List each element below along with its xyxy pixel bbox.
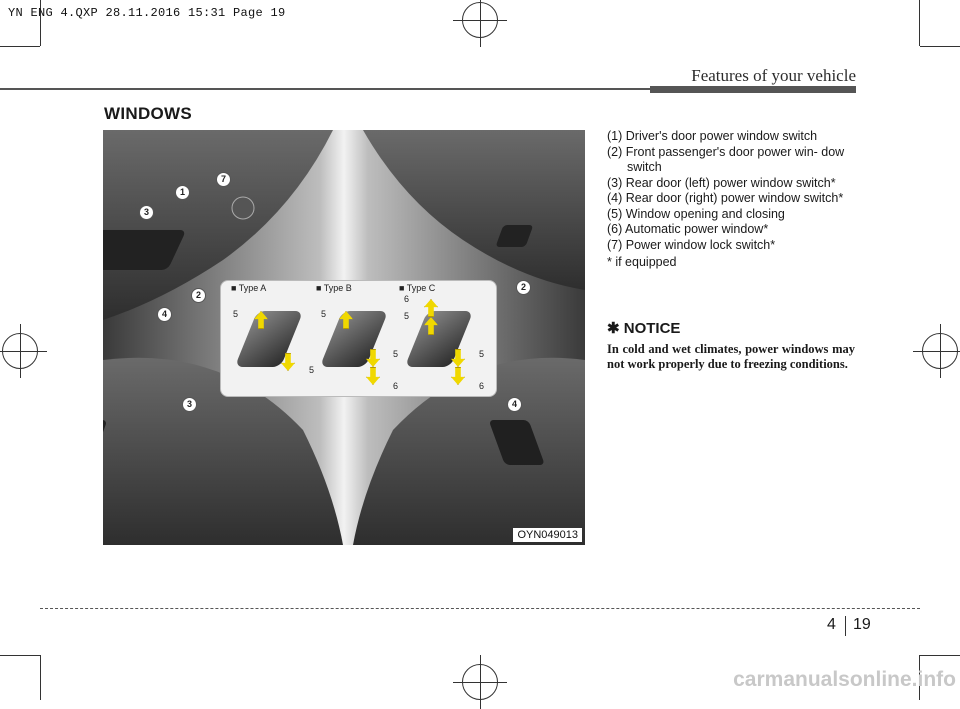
type-comparison-panel — [220, 280, 497, 397]
crop-mark — [40, 655, 41, 700]
type-c-switch — [405, 311, 474, 367]
type-b-number: 6 — [393, 381, 399, 391]
list-item: (5) Window opening and closing — [607, 206, 785, 221]
down-arrow-icon — [366, 367, 380, 385]
type-a-label: ■ Type A — [231, 283, 267, 293]
callout-3: 3 — [139, 205, 154, 220]
print-slug: YN ENG 4.QXP 28.11.2016 15:31 Page 19 — [8, 6, 286, 20]
type-c-number: 5 — [404, 311, 410, 321]
notice-title: ✱ NOTICE — [607, 320, 681, 337]
list-item: (3) Rear door (left) power window switch* — [607, 175, 836, 190]
crop-mark — [920, 46, 960, 47]
callout-2: 2 — [191, 288, 206, 303]
type-c-number: 5 — [479, 349, 485, 359]
list-item: (1) Driver's door power window switch — [607, 129, 818, 143]
page-number: 19 — [853, 616, 871, 633]
page-divider — [845, 616, 846, 636]
crop-mark — [919, 0, 920, 46]
callout-7: 7 — [216, 172, 231, 187]
type-a-switch — [235, 311, 304, 367]
list-item: (4) Rear door (right) power window switch* — [607, 191, 844, 205]
callout-4: 4 — [157, 307, 172, 322]
down-arrow-icon — [451, 367, 465, 385]
callout-4-rear: 4 — [507, 397, 522, 412]
chapter-number: 4 — [827, 616, 836, 633]
registration-mark — [462, 2, 498, 38]
type-b-label: ■ Type B — [316, 283, 352, 293]
type-c-label: ■ Type C — [399, 283, 436, 293]
callout-1: 1 — [175, 185, 190, 200]
crop-mark — [920, 655, 960, 656]
section-title: WINDOWS — [104, 104, 193, 123]
notice-body: In cold and wet climates, power windows may not work properly due to freezing conditions. — [607, 342, 855, 371]
footer-rule — [40, 608, 920, 609]
header-bar — [650, 86, 856, 93]
type-a-number: 5 — [233, 309, 239, 319]
crop-mark — [0, 46, 40, 47]
list-item: (6) Automatic power window* — [607, 222, 769, 236]
header-title: Features of your vehicle — [691, 66, 856, 85]
figure-code: OYN049013 — [513, 528, 582, 542]
crop-mark — [0, 655, 40, 656]
type-b-number: 5 — [393, 349, 399, 359]
type-c-number: 6 — [479, 381, 485, 391]
registration-mark — [922, 333, 958, 369]
type-a-number: 5 — [309, 365, 315, 375]
registration-mark — [2, 333, 38, 369]
callout-2-right: 2 — [516, 280, 531, 295]
type-b-number: 5 — [321, 309, 327, 319]
type-c-number: 6 — [404, 294, 410, 304]
registration-mark — [462, 664, 498, 700]
type-b-switch — [320, 311, 389, 367]
list-item: (7) Power window lock switch* — [607, 237, 776, 252]
list-item: (2) Front passenger's door power win- dow switch — [607, 144, 845, 174]
watermark: carmanualsonline.info — [733, 668, 956, 691]
equipped-note: * if equipped — [607, 255, 677, 269]
component-list — [607, 129, 867, 271]
callout-3-rear: 3 — [182, 397, 197, 412]
window-switch-figure — [103, 130, 585, 545]
